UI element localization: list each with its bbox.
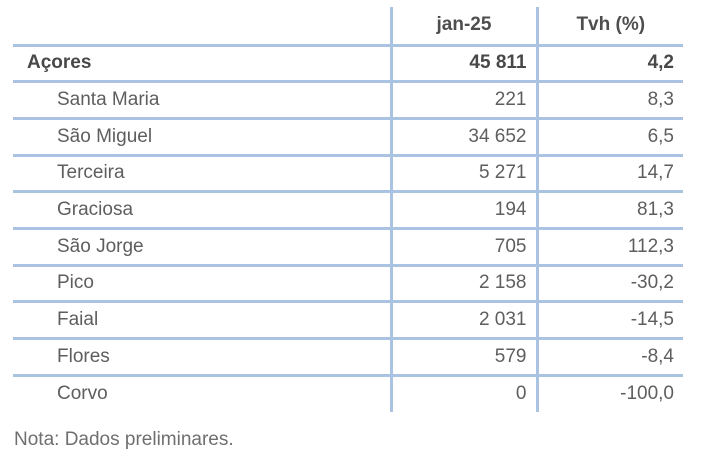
header-col-jan25: jan-25: [391, 7, 537, 45]
row-value-tvh: -30,2: [537, 265, 683, 302]
footnote: Nota: Dados preliminares.: [14, 428, 234, 450]
row-value-tvh: 4,2: [537, 45, 683, 82]
row-value-jan25: 579: [391, 339, 537, 376]
row-label: Faial: [57, 309, 99, 331]
row-value-jan25: 34 652: [391, 118, 537, 155]
table-row-faial: [13, 302, 683, 339]
row-label: Graciosa: [57, 199, 134, 221]
table-row-sao-miguel: [13, 118, 683, 155]
header-col-tvh: Tvh (%): [537, 7, 683, 45]
row-label: São Miguel: [57, 125, 153, 147]
row-value-jan25: 0: [391, 375, 537, 412]
row-value-jan25: 194: [391, 192, 537, 229]
table-row-santa-maria: [13, 82, 683, 119]
table-row-pico: [13, 265, 683, 302]
row-value-tvh: 6,5: [537, 118, 683, 155]
row-value-tvh: -8,4: [537, 339, 683, 376]
row-value-tvh: 81,3: [537, 192, 683, 229]
data-table: [13, 7, 683, 412]
row-value-tvh: -100,0: [537, 375, 683, 412]
table-row-corvo: [13, 375, 683, 412]
row-value-jan25: 705: [391, 228, 537, 265]
row-value-tvh: 112,3: [537, 228, 683, 265]
row-value-jan25: 221: [391, 82, 537, 119]
row-value-jan25: 2 158: [391, 265, 537, 302]
row-label: São Jorge: [57, 235, 144, 257]
row-value-jan25: 45 811: [391, 45, 537, 82]
row-value-jan25: 2 031: [391, 302, 537, 339]
row-label: Flores: [57, 345, 110, 367]
table-row-flores: [13, 339, 683, 376]
row-label: Corvo: [57, 383, 108, 405]
table-row-acores: [13, 45, 683, 82]
header-row: [13, 7, 683, 45]
row-value-tvh: 14,7: [537, 155, 683, 192]
table-row-graciosa: [13, 192, 683, 229]
table-header: [13, 7, 683, 45]
table-row-sao-jorge: [13, 228, 683, 265]
row-label: Terceira: [57, 162, 125, 184]
row-label: Pico: [57, 272, 94, 294]
table-row-terceira: [13, 155, 683, 192]
header-spacer-cell: [13, 7, 391, 45]
row-value-jan25: 5 271: [391, 155, 537, 192]
row-value-tvh: -14,5: [537, 302, 683, 339]
row-label: Açores: [27, 52, 92, 74]
table-body: [13, 45, 683, 412]
row-value-tvh: 8,3: [537, 82, 683, 119]
row-label: Santa Maria: [57, 89, 160, 111]
